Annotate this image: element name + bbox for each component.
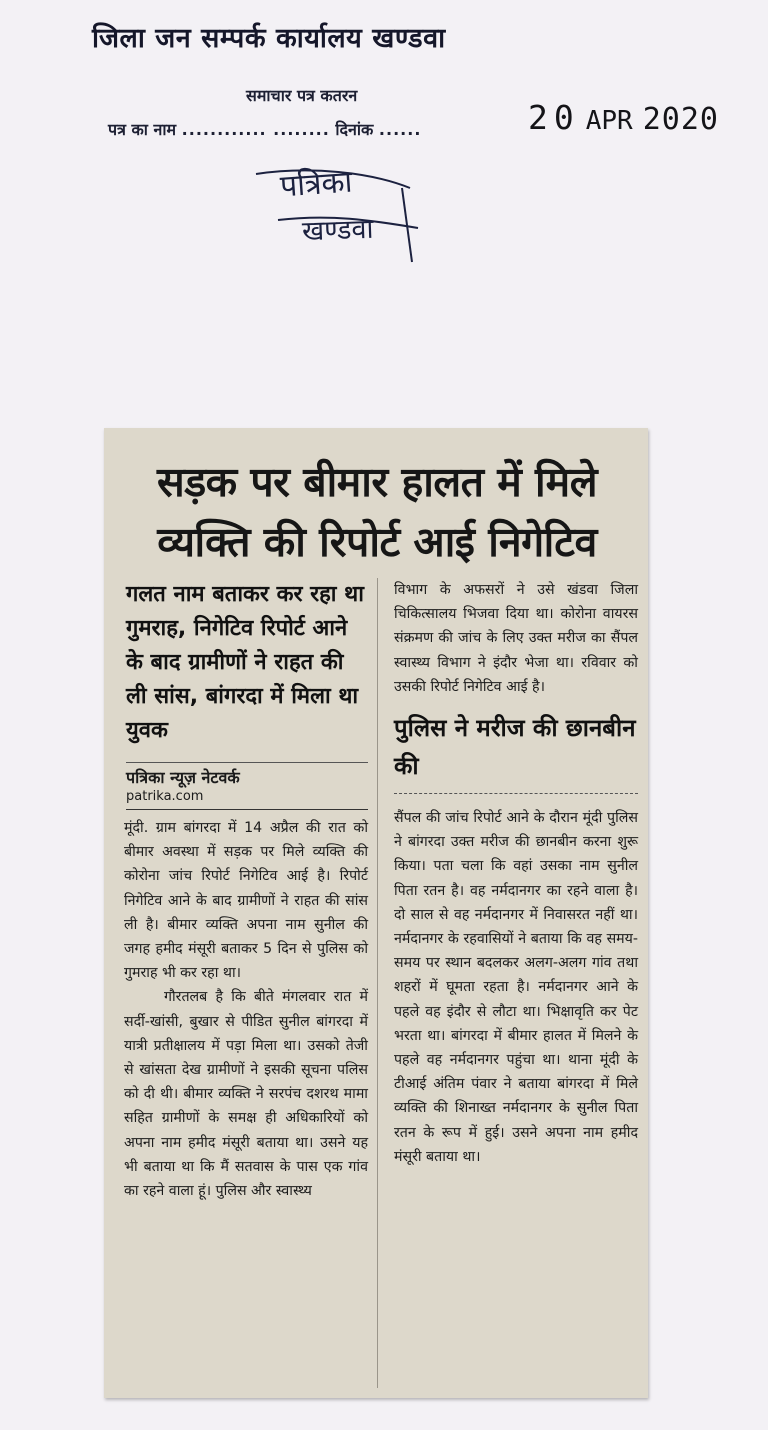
article-subheadline: गलत नाम बताकर कर रहा था गुमराह, निगेटिव रिपोर्ट आने के बाद ग्रामीणों ने राहत की ली सांस, बांगरदा में मिला था युवक — [126, 582, 364, 743]
paper-name-dots: ............ ........ — [181, 120, 330, 139]
article-paragraph: गौरतलब है कि बीते मंगलवार रात में सर्दी-खांसी, बुखार से पीडित सुनील बांगरदा में यात्री प्रतीक्षालय में पड़ा मिला था। उसको तेजी से खांसता देख ग्रामीणों ने इसकी सूचना पलिस को दी थी। बीमार व्यक्ति ने सरपंच दशरथ मामा सहित ग्रामीणों के समक्ष ही अधिकारियों को अपना नाम हमीद मंसूरी बताया था। उसने यह भी बताया था कि मैं सतवास के पास एक गांव का रहने वाला हूं। पुलिस और स्वास्थ्य — [124, 989, 368, 1200]
newspaper-clipping — [104, 428, 648, 1398]
date-stamp — [528, 98, 719, 137]
date-year: 2020 — [642, 102, 719, 137]
article-right-column — [388, 578, 638, 1169]
stamp-subtitle: समाचार पत्र कतरन — [246, 86, 358, 105]
handwritten-city: खण्डवा — [301, 213, 374, 248]
date-dots: ...... — [378, 120, 422, 139]
paper-name-label: पत्र का नाम — [108, 120, 177, 139]
date-month: APR — [585, 106, 633, 136]
byline-site: patrika.com — [126, 789, 204, 804]
byline — [126, 762, 368, 805]
article-paragraph: विभाग के अफसरों ने उसे खंडवा जिला चिकित्सालय भिजवा दिया था। कोरोना वायरस संक्रमण की जांच के लिए उक्त मरीज का सैंपल स्वास्थ्य विभाग ने इंदौर भेजा था। रविवार को उसकी रिपोर्ट निगेटिव आई है। — [394, 582, 638, 695]
date-label: दिनांक — [335, 120, 374, 139]
article-paragraph: मूंदी. ग्राम बांगरदा में 14 अप्रैल की रात को बीमार अवस्था में सड़क पर मिले व्यक्ति की कोरोना जांच रिपोर्ट निगेटिव आई है। रिपोर्ट निगेटिव आने के बाद ग्रामीणों ने राहत की सांस ली है। बीमार व्यक्ति अपना नाम सुनील की जगह हमीद मंसूरी बताकर 5 दिन से पुलिस को गुमराह भी कर रहा था। — [124, 820, 368, 982]
byline-divider — [126, 809, 368, 810]
byline-name: पत्रिका न्यूज़ नेटवर्क — [126, 768, 240, 787]
stamp-fields-line — [108, 118, 421, 140]
handwritten-paper-name: पत्रिका — [279, 164, 354, 205]
date-day: 20 — [528, 98, 580, 137]
handwritten-note — [250, 162, 420, 272]
column-divider — [377, 578, 378, 1388]
article-left-column — [116, 578, 368, 1203]
press-clipping-stamp — [0, 0, 768, 300]
section-divider — [394, 793, 638, 794]
article-section-heading: पुलिस ने मरीज की छानबीन की — [394, 714, 636, 781]
article-headline: सड़क पर बीमार हालत में मिले व्यक्ति की रिपोर्ट आई निगेटिव — [156, 458, 597, 566]
article-paragraph: सैंपल की जांच रिपोर्ट आने के दौरान मूंदी पुलिस ने बांगरदा उक्त मरीज की छानबीन करना शुरू किया। पता चला कि वहां उसका नाम सुनील पिता रतन है। वह नर्मदानगर का रहने वाला है। दो साल से वह नर्मदानगर में निवासरत नहीं था। नर्मदानगर के रहवासियों ने बताया कि वह समय-समय पर स्थान बदलकर अलग-अलग गांव तथा शहरों में घूमता रहता है। नर्मदानगर आने के पहले वह इंदौर से लौटा था। भिक्षावृति कर पेट भरता था। बांगरदा में बीमार हालत में मिलने के पहले वह नर्मदानगर पहुंचा था। थाना मूंदी के टीआई अंतिम पंवार ने बताया बांगरदा में मिले व्यक्ति की शिनाख्त नर्मदानगर के सुनील पिता रतन के रूप में हुई। उसने अपना नाम हमीद मंसूरी बताया था। — [394, 810, 638, 1165]
stamp-office-name: जिला जन सम्पर्क कार्यालय खण्डवा — [92, 23, 446, 54]
